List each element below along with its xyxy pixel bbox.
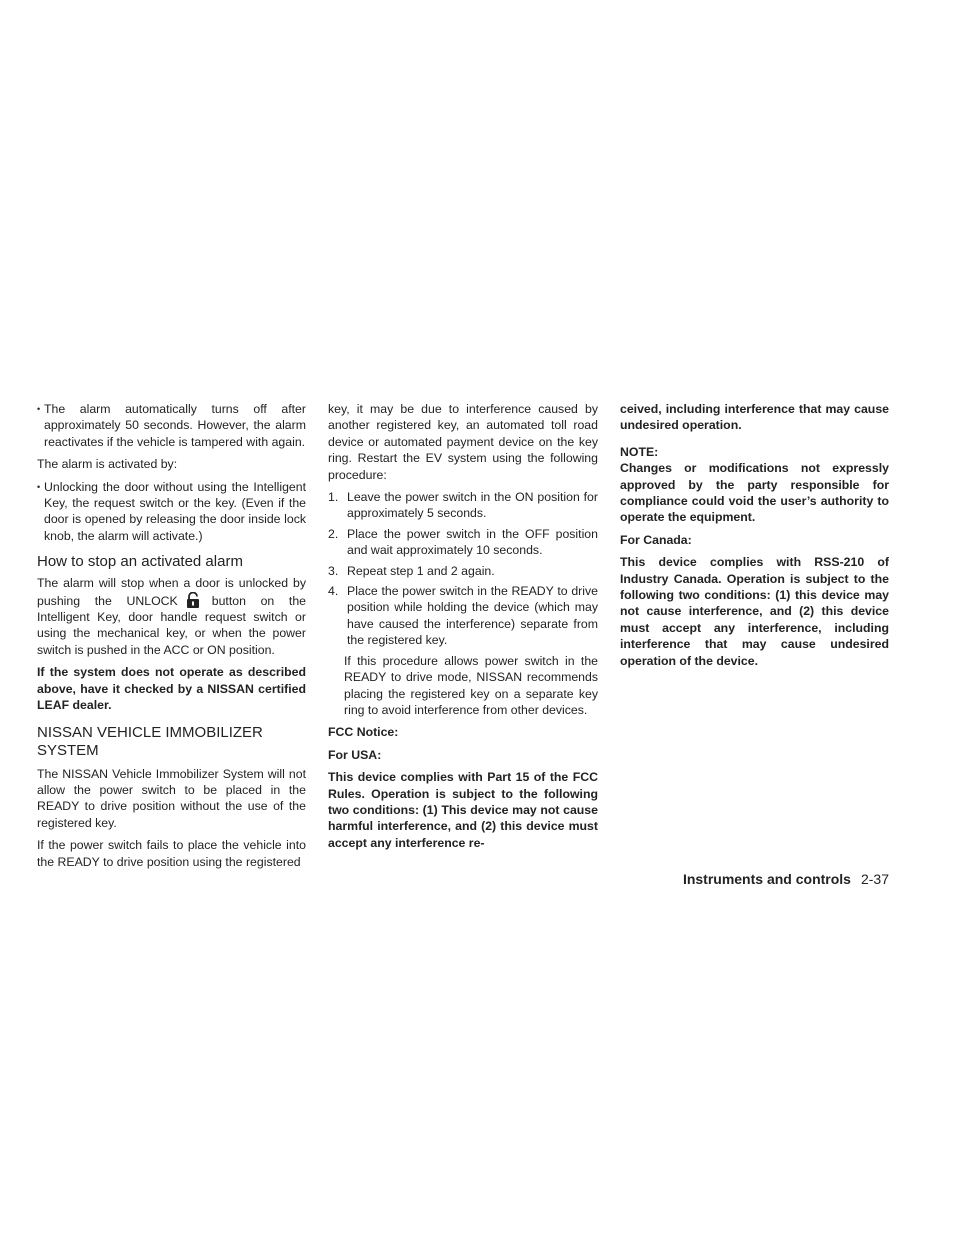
step-item: 3. Repeat step 1 and 2 again. [328,563,495,578]
step-item: 1. Leave the power switch in the ON position for approximately 5 seconds. [328,490,598,521]
usa-compliance-text: This device complies with Part 15 of the FCC Rules. Operation is subject to the following two conditions: (1) This device may not cause harmful interference, and (2) this device must accept any interference re- [328,770,598,850]
alarm-activated-by: The alarm is activated by: [37,457,178,472]
step-item: 4. Place the power switch in the READY to drive position while holding the device (which may have caused the interference) separate from the registered key. [328,584,598,648]
restart-steps [328,489,598,649]
canada-compliance-text: This device complies with RSS-210 of Industry Canada. Operation is subject to the following two conditions: (1) this device may not cause interference, and (2) this device must accept any interference, including interference that may cause undesired operation of the device. [620,555,889,668]
unlock-icon [186,592,200,608]
section-title: Instruments and controls [682,871,851,887]
note-text: Changes or modifications not expressly approved by the party responsible for compliance could void the user’s authority to operate the equipment. [620,461,889,525]
for-canada-label: For Canada: [620,532,692,547]
stop-alarm-text-b: button on the Intelligent Key, door handle request switch or using the mechanical key, or when the power switch is pushed in the ACC or ON position. [37,593,307,657]
usa-compliance-continued: ceived, including interference that may cause undesired operation. [620,402,889,433]
restart-intro: key, it may be due to interference caused by another registered key, an automated toll road device or automated payment device on the key ring. Restart the EV system using the following procedure: [328,402,598,482]
restart-followup: If this procedure allows power switch in the READY to drive mode, NISSAN recommends placing the registered key on a separate key ring to avoid interference from other devices. [344,653,598,717]
immobilizer-paragraph-2: If the power switch fails to place the vehicle into the READY to drive position using the registered [37,838,306,869]
immobilizer-paragraph-1: The NISSAN Vehicle Immobilizer System will not allow the power switch to be placed in the READY to drive position without the use of the registered key. [37,766,306,830]
note-label: NOTE: [620,444,659,459]
column-2 [328,401,598,857]
stop-alarm-text [37,575,306,658]
bullet-alarm-off: • The alarm automatically turns off after approximately 50 seconds. However, the alarm reactivates if the vehicle is tampered with again. [37,401,306,450]
page-footer [620,870,889,888]
stop-alarm-text-a: The alarm will stop when a door is unlocked by pushing the UNLOCK [37,576,306,608]
for-usa-label: For USA: [328,747,382,762]
immobilizer-heading: NISSAN VEHICLE IMMOBILIZER SYSTEM [37,723,263,759]
column-3 [620,401,889,675]
column-1 [37,401,306,876]
stop-alarm-heading: How to stop an activated alarm [37,553,243,571]
page-number: 2-37 [860,871,889,887]
bullet-unlocking: • Unlocking the door without using the Intelligent Key, the request switch or the key. (Even if the door is opened by releasing the door inside lock knob, the alarm will activate.) [37,479,306,545]
dealer-warning: If the system does not operate as described above, have it checked by a NISSAN certified LEAF dealer. [37,665,306,713]
step-item: 2. Place the power switch in the OFF position and wait approximately 10 seconds. [328,526,598,558]
fcc-notice-label: FCC Notice: [328,725,399,740]
